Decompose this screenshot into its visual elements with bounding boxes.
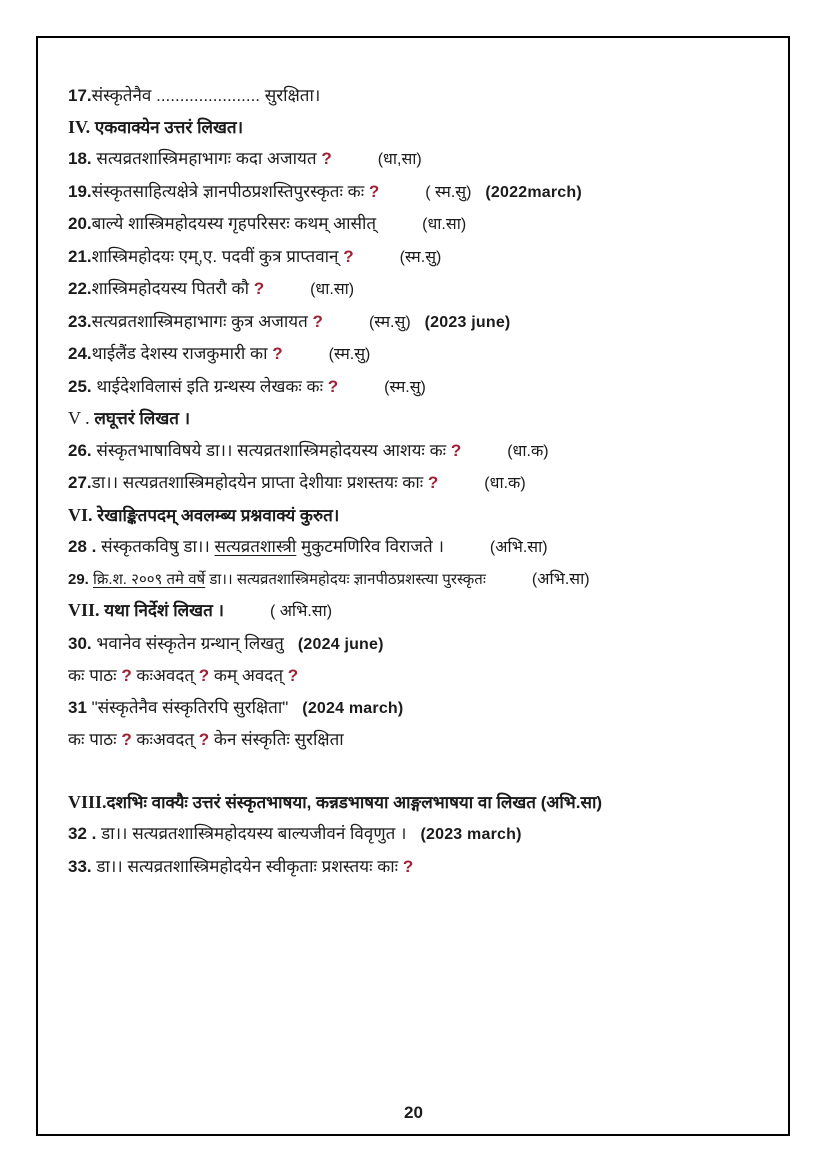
question-number-or-bold-text: यथा निर्देशं लिखत । — [99, 601, 224, 620]
exam-session-tag: (2024 march) — [302, 699, 404, 717]
source-code-tag: (धा.सा) — [310, 281, 355, 298]
question-mark: ? — [427, 473, 439, 492]
question-mark: ? — [121, 730, 132, 749]
question-line-29 — [68, 564, 774, 596]
question-number-or-bold-text: एकवाक्येन उत्तरं लिखत। — [90, 117, 244, 137]
subquestion-line-30 — [68, 660, 774, 692]
question-mark: ? — [368, 181, 380, 201]
section-heading-vi — [68, 500, 774, 532]
section-heading-vii — [68, 595, 774, 628]
subquestion-line-31 — [68, 724, 774, 756]
question-text: डा।। सत्यव्रतशास्त्रिमहोदयेन प्राप्ता देशीयाः प्रशस्तयः काः — [91, 473, 428, 492]
question-mark: ? — [287, 666, 299, 685]
page-number: 20 — [404, 1103, 423, 1122]
source-code-tag: (स्म.सु) — [368, 313, 411, 331]
question-line-26 — [68, 435, 774, 468]
exam-session-tag: (2022march) — [485, 183, 582, 201]
question-line-20 — [68, 208, 774, 241]
question-text: कम् अवदत् — [209, 666, 288, 685]
question-text: थाईलैंड देशस्य राजकुमारी का — [91, 344, 273, 363]
question-text: कः पाठः — [68, 666, 122, 685]
question-mark: ? — [121, 666, 132, 685]
question-text: बाल्ये शास्त्रिमहोदयस्य गृहपरिसरः कथम् आसीत् — [91, 214, 377, 233]
exam-session-tag: (2023 march) — [420, 826, 522, 843]
question-text: शास्त्रिमहोदयः एम्,ए. पदवीं कुत्र प्राप्तवान् — [91, 246, 344, 266]
question-line-24 — [68, 338, 774, 371]
question-number-or-bold-text: 20. — [68, 214, 92, 233]
question-number-or-bold-text: 33. — [68, 856, 92, 876]
question-number-or-bold-text: 27. — [68, 473, 92, 492]
question-number-or-bold-text: 28 . — [68, 537, 97, 556]
question-number-or-bold-text: 32 . — [68, 824, 97, 843]
question-text: भवानेव संस्कृतेन ग्रन्थान् लिखतु — [91, 633, 284, 653]
source-code-tag: (अभि.सा) — [531, 570, 590, 588]
question-text: संस्कृतसाहित्यक्षेत्रे ज्ञानपीठप्रशस्तिपुरस्कृतः कः — [91, 181, 369, 201]
question-number-or-bold-text: 31 — [68, 697, 87, 717]
section-numeral: VIII. — [68, 791, 107, 812]
question-mark: ? — [343, 246, 354, 266]
question-mark: ? — [312, 311, 323, 331]
question-line-17 — [68, 80, 774, 112]
question-line-30 — [68, 628, 774, 661]
question-number-or-bold-text: 24. — [68, 344, 92, 363]
question-line-25 — [68, 371, 774, 404]
source-code-tag: (स्म.सु) — [384, 378, 426, 396]
question-text: थाईदेशविलासं इति ग्रन्थस्य लेखकः कः — [91, 376, 328, 396]
document-body — [68, 80, 774, 882]
question-number-or-bold-text: रेखाङ्कितपदम् अवलम्ब्य प्रश्नवाक्यं कुरुत। — [92, 505, 340, 525]
question-number-or-bold-text: लघूत्तरं लिखत । — [89, 409, 191, 428]
question-line-18 — [68, 143, 774, 176]
question-number-or-bold-text: 29. — [68, 570, 89, 588]
section-heading-v — [68, 403, 774, 435]
section-heading-viii — [68, 787, 774, 819]
question-number-or-bold-text: 19. — [68, 181, 92, 201]
question-mark: ? — [272, 344, 283, 363]
question-text: सत्यव्रतशास्त्रिमहाभागः कदा अजायत — [91, 149, 322, 168]
question-text: संस्कृतभाषाविषये डा।। सत्यव्रतशास्त्रिमहोदयस्य आशयः कः — [91, 440, 451, 460]
question-line-28 — [68, 531, 774, 564]
question-line-19 — [68, 176, 774, 209]
source-code-tag: (धा.सा) — [422, 216, 467, 233]
question-text: डा।। सत्यव्रतशास्त्रिमहोदयेन स्वीकृताः प्रशस्तयः काः — [91, 856, 403, 876]
question-line-23 — [68, 306, 774, 339]
source-code-tag: ( स्म.सु) — [425, 183, 472, 201]
question-number-or-bold-text: 30. — [68, 633, 92, 653]
source-code-tag: (स्म.सु) — [399, 248, 442, 266]
question-number-or-bold-text: 22. — [68, 279, 92, 298]
question-line-32 — [68, 818, 774, 851]
question-mark: ? — [253, 279, 265, 298]
question-number-or-bold-text: 17. — [68, 86, 92, 105]
question-line-33 — [68, 851, 774, 883]
question-text: कः पाठः — [68, 730, 122, 749]
exam-session-tag: (2023 june) — [424, 313, 511, 331]
question-text: कःअवदत् — [131, 730, 199, 749]
question-text: कःअवदत् — [131, 666, 199, 685]
exam-session-tag: (2024 june) — [297, 635, 384, 653]
source-code-tag: ( अभि.सा) — [269, 603, 333, 620]
source-code-tag: (धा.क) — [484, 475, 526, 492]
section-heading-iv — [68, 112, 774, 144]
question-number-or-bold-text: 26. — [68, 440, 92, 460]
question-text: डा।। सत्यव्रतशास्त्रिमहोदयस्य बाल्यजीवनं विवृणुत । — [96, 824, 407, 843]
underlined-text: सत्यव्रतशास्त्री — [214, 537, 297, 556]
question-mark: ? — [450, 440, 462, 460]
question-number-or-bold-text: 18. — [68, 149, 92, 168]
question-number-or-bold-text: 21. — [68, 246, 92, 266]
question-mark: ? — [402, 856, 414, 876]
source-code-tag: (धा,सा) — [377, 151, 422, 168]
question-mark: ? — [198, 666, 210, 685]
question-line-27 — [68, 467, 774, 500]
question-text: सत्यव्रतशास्त्रिमहाभागः कुत्र अजायत — [91, 311, 313, 331]
question-text: "संस्कृतेनैव संस्कृतिरपि सुरक्षिता" — [86, 697, 289, 717]
question-text: संस्कृतकविषु डा।। — [96, 537, 215, 556]
section-numeral: VI. — [68, 504, 93, 525]
section-numeral: VII. — [68, 600, 100, 620]
question-number-or-bold-text: दशभिः वाक्यैः उत्तरं संस्कृतभाषया, कन्नडभाषया आङ्गलभाषया वा लिखत (अभि.सा) — [106, 792, 603, 812]
question-mark: ? — [327, 376, 339, 396]
source-code-tag: (स्म.सु) — [328, 346, 371, 363]
source-code-tag: (धा.क) — [507, 442, 549, 460]
question-mark: ? — [321, 149, 332, 168]
question-line-21 — [68, 241, 774, 274]
question-number-or-bold-text: 25. — [68, 376, 92, 396]
question-number-or-bold-text: 23. — [68, 311, 92, 331]
question-mark: ? — [198, 730, 210, 749]
section-numeral: IV. — [68, 116, 91, 137]
question-text: संस्कृतेनैव ...................... सुरक्षिता। — [91, 86, 321, 105]
question-text: मुकुटमणिरिव विराजते । — [296, 537, 444, 556]
source-code-tag: (अभि.सा) — [489, 539, 548, 556]
question-line-22 — [68, 273, 774, 306]
section-numeral: V . — [68, 408, 90, 428]
underlined-text: क्रि.श. २००९ तमे वर्षे — [93, 570, 206, 588]
question-line-31 — [68, 692, 774, 725]
question-text: केन संस्कृतिः सुरक्षिता — [209, 730, 344, 749]
question-text: शास्त्रिमहोदयस्य पितरौ कौ — [91, 279, 254, 298]
question-text: डा।। सत्यव्रतशास्त्रिमहोदयः ज्ञानपीठप्रशस्त्या पुरस्कृतः — [205, 570, 486, 588]
